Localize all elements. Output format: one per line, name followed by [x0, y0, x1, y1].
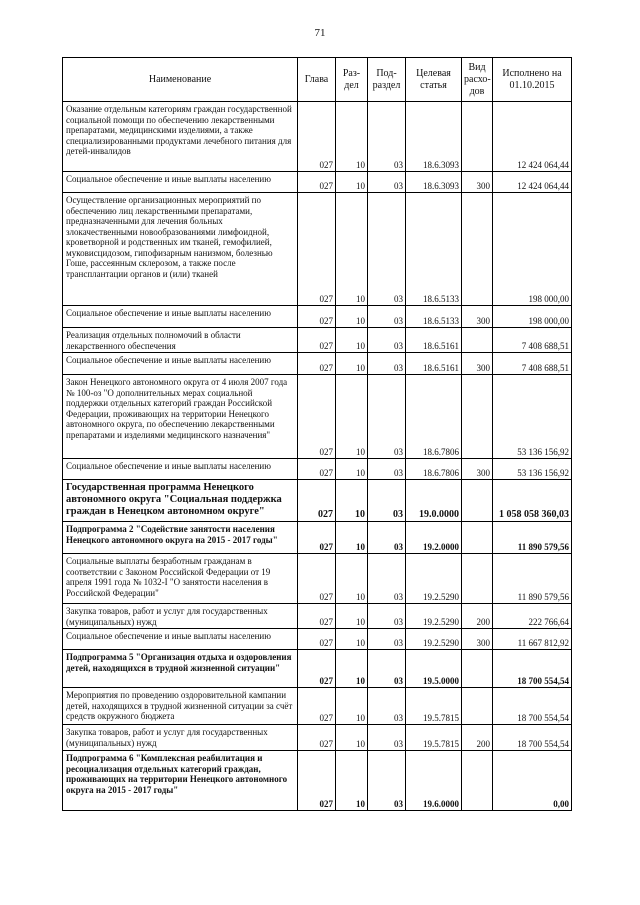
row-subsection: 03 — [368, 172, 406, 193]
row-chapter: 027 — [298, 725, 336, 751]
table-row — [63, 751, 572, 811]
row-target: 19.5.7815 — [406, 725, 462, 751]
table-header-row — [63, 58, 572, 102]
row-chapter: 027 — [298, 604, 336, 629]
row-subsection: 03 — [368, 604, 406, 629]
row-name: Государственная программа Ненецкого автономного округа "Социальная поддержка граждан в Ненецком автономном округе" — [63, 480, 298, 522]
row-section: 10 — [336, 554, 368, 604]
row-section: 10 — [336, 480, 368, 522]
header-amount: Исполнено на 01.10.2015 — [493, 58, 572, 102]
row-name: Оказание отдельным категориям граждан государственной социальной помощи по обеспечению лекарственными препаратами, медицинскими изделиями, а также специализированными продуктами лечебного питания для детей-инвалидов — [63, 102, 298, 172]
row-subsection: 03 — [368, 306, 406, 328]
table-row — [63, 688, 572, 725]
header-subsection: Под- раздел — [368, 58, 406, 102]
row-chapter: 027 — [298, 375, 336, 459]
row-subsection: 03 — [368, 522, 406, 554]
row-name: Закон Ненецкого автономного округа от 4 июля 2007 года № 100-оз "О дополнительных мерах социальной поддержки отдельных категорий граждан Российской Федерации, проживающих на территории Ненецкого автономного округа, по обеспечению лекарственными препаратами и изделиями медицинского назначения" — [63, 375, 298, 459]
row-amount: 11 890 579,56 — [493, 522, 572, 554]
table-row — [63, 459, 572, 480]
row-name: Социальные выплаты безработным гражданам в соответствии с Законом Российской Федерации от 19 апреля 1991 года № 1032-I "О занятости населения в Российской Федерации" — [63, 554, 298, 604]
row-target: 18.6.3093 — [406, 172, 462, 193]
row-chapter: 027 — [298, 459, 336, 480]
row-target: 19.2.5290 — [406, 554, 462, 604]
row-target: 19.2.0000 — [406, 522, 462, 554]
row-section: 10 — [336, 306, 368, 328]
header-section: Раз- дел — [336, 58, 368, 102]
row-amount: 12 424 064,44 — [493, 102, 572, 172]
row-name: Мероприятия по проведению оздоровительной кампании детей, находящихся в трудной жизненной ситуации за счёт средств окружного бюджета — [63, 688, 298, 725]
row-type: 300 — [462, 459, 493, 480]
row-amount: 53 136 156,92 — [493, 459, 572, 480]
row-type: 200 — [462, 604, 493, 629]
row-target: 19.5.0000 — [406, 650, 462, 688]
row-subsection: 03 — [368, 459, 406, 480]
row-chapter: 027 — [298, 172, 336, 193]
row-section: 10 — [336, 725, 368, 751]
table-row — [63, 102, 572, 172]
row-amount: 7 408 688,51 — [493, 353, 572, 375]
header-chapter: Глава — [298, 58, 336, 102]
row-section: 10 — [336, 751, 368, 811]
row-target: 18.6.5133 — [406, 306, 462, 328]
row-amount: 11 890 579,56 — [493, 554, 572, 604]
row-section: 10 — [336, 688, 368, 725]
row-section: 10 — [336, 522, 368, 554]
header-name: Наименование — [63, 58, 298, 102]
row-subsection: 03 — [368, 725, 406, 751]
table-row — [63, 725, 572, 751]
row-amount: 222 766,64 — [493, 604, 572, 629]
row-subsection: 03 — [368, 480, 406, 522]
row-chapter: 027 — [298, 688, 336, 725]
row-type: 300 — [462, 172, 493, 193]
row-type — [462, 375, 493, 459]
table-row — [63, 193, 572, 306]
row-subsection: 03 — [368, 375, 406, 459]
row-type: 200 — [462, 725, 493, 751]
row-target: 18.6.5133 — [406, 193, 462, 306]
row-name: Социальное обеспечение и иные выплаты населению — [63, 172, 298, 193]
table-row — [63, 554, 572, 604]
row-target: 18.6.7806 — [406, 459, 462, 480]
row-chapter: 027 — [298, 480, 336, 522]
row-amount: 11 667 812,92 — [493, 629, 572, 650]
row-amount: 18 700 554,54 — [493, 650, 572, 688]
row-target: 19.6.0000 — [406, 751, 462, 811]
table-row — [63, 629, 572, 650]
row-type — [462, 554, 493, 604]
row-amount: 12 424 064,44 — [493, 172, 572, 193]
row-amount: 18 700 554,54 — [493, 725, 572, 751]
row-name: Социальное обеспечение и иные выплаты населению — [63, 306, 298, 328]
row-chapter: 027 — [298, 353, 336, 375]
row-target: 18.6.3093 — [406, 102, 462, 172]
row-subsection: 03 — [368, 102, 406, 172]
row-name: Осуществление организационных мероприятий по обеспечению лиц лекарственными препаратами, предназначенными для лечения больных злокачественными новообразованиями лимфоидной, кроветворной и родственных им тканей, гемофилией, муковисцидозом, гипофизарным нанизмом, болезнью Гоше, рассеянным склерозом, а также после трансплантации органов и (или) тканей — [63, 193, 298, 306]
row-name: Социальное обеспечение и иные выплаты населению — [63, 629, 298, 650]
row-target: 18.6.5161 — [406, 353, 462, 375]
row-section: 10 — [336, 193, 368, 306]
row-section: 10 — [336, 353, 368, 375]
row-section: 10 — [336, 375, 368, 459]
row-name: Закупка товаров, работ и услуг для государственных (муниципальных) нужд — [63, 604, 298, 629]
row-target: 19.5.7815 — [406, 688, 462, 725]
row-type — [462, 650, 493, 688]
row-amount: 198 000,00 — [493, 193, 572, 306]
row-name: Подпрограмма 2 "Содействие занятости населения Ненецкого автономного округа на 2015 - 2017 годы" — [63, 522, 298, 554]
row-amount: 0,00 — [493, 751, 572, 811]
row-chapter: 027 — [298, 306, 336, 328]
row-chapter: 027 — [298, 522, 336, 554]
row-chapter: 027 — [298, 102, 336, 172]
row-chapter: 027 — [298, 650, 336, 688]
row-subsection: 03 — [368, 751, 406, 811]
row-section: 10 — [336, 172, 368, 193]
row-section: 10 — [336, 650, 368, 688]
row-type — [462, 328, 493, 353]
row-target: 19.2.5290 — [406, 604, 462, 629]
row-subsection: 03 — [368, 193, 406, 306]
row-section: 10 — [336, 604, 368, 629]
table-row — [63, 604, 572, 629]
row-subsection: 03 — [368, 328, 406, 353]
row-name: Подпрограмма 5 "Организация отдыха и оздоровления детей, находящихся в трудной жизненной ситуации" — [63, 650, 298, 688]
row-type: 300 — [462, 353, 493, 375]
row-type — [462, 102, 493, 172]
row-amount: 198 000,00 — [493, 306, 572, 328]
row-chapter: 027 — [298, 751, 336, 811]
row-chapter: 027 — [298, 193, 336, 306]
row-name: Социальное обеспечение и иные выплаты населению — [63, 353, 298, 375]
table-row — [63, 353, 572, 375]
row-section: 10 — [336, 629, 368, 650]
budget-table — [62, 57, 572, 811]
row-name: Подпрограмма 6 "Комплексная реабилитация и ресоциализация отдельных категорий граждан, проживающих на территории Ненецкого автономного округа на 2015 - 2017 годы" — [63, 751, 298, 811]
row-type — [462, 751, 493, 811]
row-section: 10 — [336, 328, 368, 353]
table-row — [63, 375, 572, 459]
table-row — [63, 172, 572, 193]
page-number: 71 — [314, 27, 326, 39]
row-section: 10 — [336, 102, 368, 172]
row-chapter: 027 — [298, 629, 336, 650]
table-row — [63, 522, 572, 554]
row-chapter: 027 — [298, 554, 336, 604]
row-chapter: 027 — [298, 328, 336, 353]
table-row — [63, 480, 572, 522]
row-type: 300 — [462, 306, 493, 328]
row-subsection: 03 — [368, 688, 406, 725]
row-type — [462, 480, 493, 522]
row-subsection: 03 — [368, 650, 406, 688]
row-target: 19.0.0000 — [406, 480, 462, 522]
row-amount: 18 700 554,54 — [493, 688, 572, 725]
table-row — [63, 650, 572, 688]
row-amount: 7 408 688,51 — [493, 328, 572, 353]
row-type: 300 — [462, 629, 493, 650]
row-name: Социальное обеспечение и иные выплаты населению — [63, 459, 298, 480]
row-name: Реализация отдельных полномочий в области лекарственного обеспечения — [63, 328, 298, 353]
row-subsection: 03 — [368, 353, 406, 375]
row-subsection: 03 — [368, 629, 406, 650]
row-target: 18.6.7806 — [406, 375, 462, 459]
row-name: Закупка товаров, работ и услуг для государственных (муниципальных) нужд — [63, 725, 298, 751]
row-section: 10 — [336, 459, 368, 480]
row-target: 19.2.5290 — [406, 629, 462, 650]
header-target: Целевая статья — [406, 58, 462, 102]
row-amount: 1 058 058 360,03 — [493, 480, 572, 522]
header-type: Вид расхо- дов — [462, 58, 493, 102]
table-row — [63, 306, 572, 328]
row-amount: 53 136 156,92 — [493, 375, 572, 459]
row-type — [462, 688, 493, 725]
row-type — [462, 522, 493, 554]
table-row — [63, 328, 572, 353]
row-type — [462, 193, 493, 306]
row-subsection: 03 — [368, 554, 406, 604]
row-target: 18.6.5161 — [406, 328, 462, 353]
